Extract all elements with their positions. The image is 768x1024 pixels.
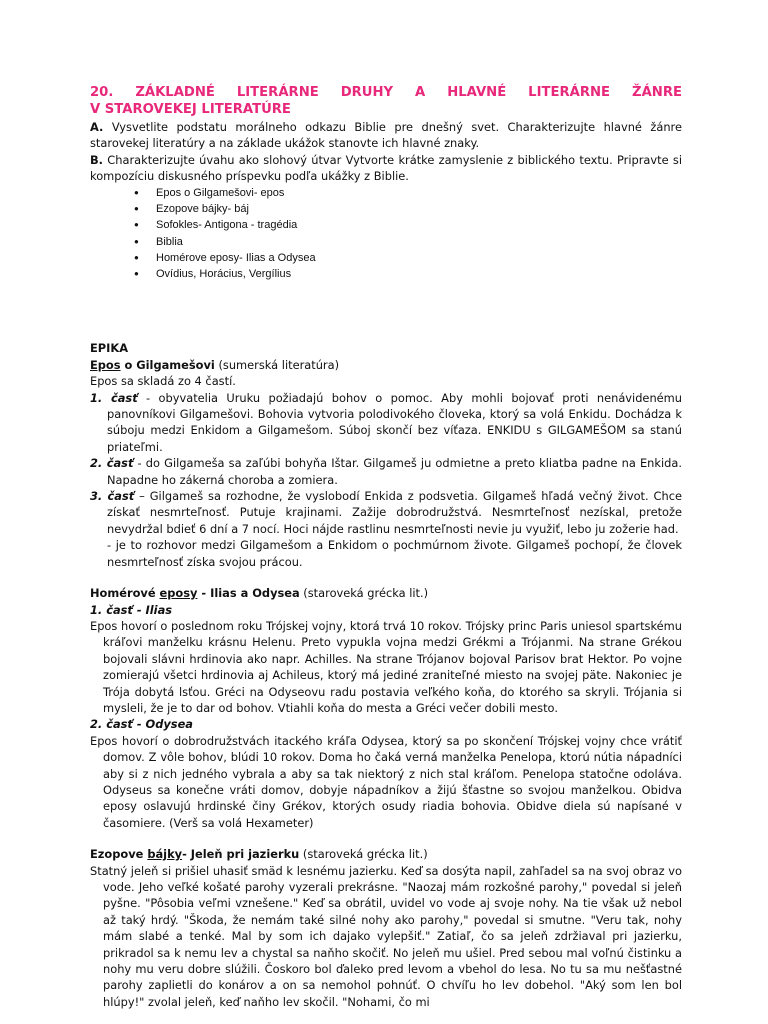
ezop-title-c: - Jeleň pri jazierku: [182, 847, 300, 862]
ezop-title-a: Ezopove: [90, 847, 148, 862]
task-a-text: Vysvetlite podstatu morálneho odkazu Biblie pre dnešný svet. Charakterizujte hlavné žánre starovekej literatúry a na základe ukážok stanovte ich hlavné znaky.: [90, 120, 682, 151]
part-label: 3. časť: [90, 489, 135, 504]
homer-title-c: - Ilias a Odysea: [197, 586, 300, 601]
task-b-text: Charakterizujte úvahu ako slohový útvar Vytvorte krátke zamyslenie z biblického textu. Pripravte si kompozíciu diskusného príspevku podľa ukážky z Biblie.: [90, 152, 682, 184]
homer-subtitle: (staroveká grécka lit.): [299, 586, 429, 601]
part-label: 2. časť: [90, 456, 134, 471]
part-text: – Gilgameš sa rozhodne, že vyslobodí Enkida z podsvetia. Gilgameš hľadá večný život. Chce získať nesmrteľnosť. Putuje krajinami. Zažije dobrodružstvá. Nesmrteľnosť nezískal, pretože nevydržal bdieť 6 dní a 7 nocí. Hoci nájde rastlinu nesmrteľnosti nevie ju využiť, lebo ju zožerie had.: [107, 489, 682, 536]
gilgamesh-part-3-extra: - je to rozhovor medzi Gilgamešom a Enkidom o pochmúrnom živote. Gilgameš pochopí, že človek nesmrteľnosť získa svojou prácou.: [107, 538, 682, 569]
task-b: [90, 152, 682, 185]
list-item: ● Homérove eposy- Ilias a Odysea: [134, 250, 682, 266]
list-item: ● Epos o Gilgamešovi- epos: [134, 185, 682, 201]
document-title-line2: V STAROVEKEJ LITERATÚRE: [90, 102, 291, 117]
homer-heading: [90, 585, 682, 601]
ezop-subtitle: (staroveká grécka lit.): [299, 847, 428, 862]
gilgamesh-subtitle: (sumerská literatúra): [214, 357, 340, 372]
task-a-label: A.: [90, 120, 104, 134]
homer-title-b: eposy: [159, 586, 198, 601]
ezop-title-b: bájky: [147, 847, 183, 862]
gilgamesh-intro: Epos sa skladá zo 4 častí.: [90, 374, 236, 389]
task-b-label: B.: [90, 152, 104, 167]
list-item: ● Ovídius, Horácius, Vergílius: [134, 266, 682, 282]
gilgamesh-title-rest: o Gilgamešovi: [120, 357, 215, 372]
document-title-line1: 20. ZÁKLADNÉ LITERÁRNE DRUHY A HLAVNÉ LITERÁRNE ŽÁNRE: [90, 85, 682, 100]
list-item: ● Sofokles- Antigona - tragédia: [134, 217, 682, 233]
part-text: - do Gilgameša sa zaľúbi bohyňa Ištar. Gilgameš ju odmietne a preto kliatba padne na Enkida. Napadne ho zákerná choroba a zomiera.: [107, 456, 682, 487]
gilgamesh-title-epos: Epos: [90, 357, 121, 372]
gilgamesh-heading: [90, 357, 682, 373]
homer-title-a: Homérové: [90, 586, 160, 601]
list-item: ● Biblia: [134, 234, 682, 250]
odysea-heading: 2. časť - Odysea: [90, 717, 193, 732]
genre-list: [90, 185, 682, 283]
gilgamesh-part-1: [90, 390, 682, 456]
part-label: 1. časť: [90, 390, 138, 405]
gilgamesh-part-3: [90, 488, 682, 537]
section-heading-epika: EPIKA: [90, 341, 129, 356]
ezop-heading: [90, 846, 682, 862]
gilgamesh-part-2: [90, 455, 682, 488]
list-item: ● Ezopove bájky- báj: [134, 201, 682, 217]
ezop-text: Statný jeleň si prišiel uhasiť smäd k lesnému jazierku. Keď sa dosýta napil, zahľadel sa na svoj obraz vo vode. Jeho veľké košaté parohy vyzerali prekrásne. "Naozaj mám rozkošné parohy," povedal si jeleň pyšne. "Pôsobia veľmi vznešene." Keď sa obrátil, uvidel vo vode aj svoje nohy. Na tie však už nebol až taký hrdý. "Škoda, že nemám také silné nohy ako parohy," povedal si smutne. "Veru tak, nohy mám slabé a tenké. Mal by som ich dajako vylepšiť." Zatiaľ, čo sa jeleň zdržiaval pri jazierku, prikradol sa k nemu lev a chystal sa naňho skočiť. No jeleň mu ušiel. Pred sebou mal voľnú čistinku a nohy mu veru dobre slúžili. Čoskoro bol ďaleko pred levom a vbehol do lesa. No tu sa mu nešťastné parohy zaplietli do konárov a on sa nemohol pohnúť. O chvíľu ho lev dobehol. "Aký som len bol hlúpy!" zvolal jeleň, keď naňho lev skočil. "Nohami, čo mi: [90, 863, 682, 1009]
ilias-heading: 1. časť - Ilias: [90, 602, 173, 617]
part-text: - obyvatelia Uruku požiadajú bohov o pomoc. Aby mohli bojovať proti nenávidenému panovníkovi Gilgamešovi. Bohovia vytvoria polodivokého človeka, ktorý sa volá Enkidu. Dochádza k súboju medzi Enkidom a Gilgamešom. Súboj skončí bez víťaza. ENKIDU s GILGAMEŠOM sa stanú priateľmi.: [107, 390, 682, 454]
ilias-text: Epos hovorí o poslednom roku Trójskej vojny, ktorá trvá 10 rokov. Trójsky princ Paris uniesol spartskému kráľovi manželku krásnu Helenu. Preto vypukla vojna medzi Grékmi a Trójanmi. Na strane Grékou bojovali slávni hrdinovia ako napr. Achilles. Na strane Trójanov bojoval Parisov brat Hektor. Po vojne zomierajú všetci hrdinovia aj Achileus, ktorý má jediné zraniteľné miesto na svojej päte. Nakoniec je Trója dobytá lsťou. Gréci na Odyseovu radu postavia veľkého koňa, do ktorého sa skryli. Trójania si mysleli, že je to dar od bohov. Vtiahli koňa do mesta a Gréci večer dobili mesto.: [90, 618, 682, 715]
odysea-text: Epos hovorí o dobrodružstvách itackého kráľa Odysea, ktorý sa po skončení Trójskej vojny chce vrátiť domov. Z vôle bohov, blúdi 10 rokov. Doma ho čaká verná manželka Penelopa, ktorú nútia nápadníci aby si z nich jedného vybrala a aby sa tak niektorý z nich stal kráľom. Penelopa statočne odoláva. Odyseus sa konečne vráti domov, dobyje nápadníkov a žijú šťastne so svojou manželkou. Obidva eposy oslavujú hrdinské činy Grékov, ktorých osudy riadia bohovia. Obidve diela sú napísané v časomiere. (Verš sa volá Hexameter): [90, 733, 682, 830]
task-a: [90, 119, 682, 152]
